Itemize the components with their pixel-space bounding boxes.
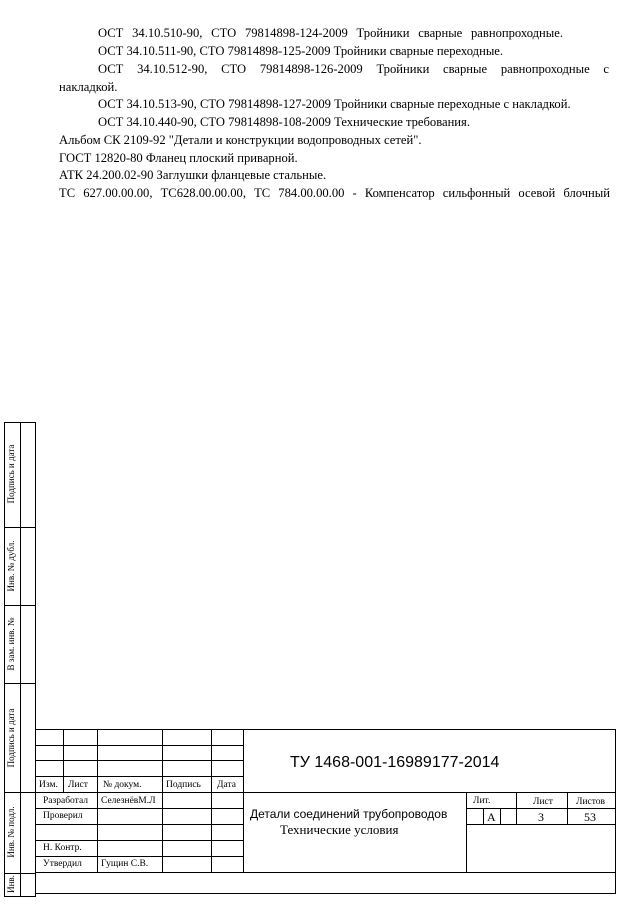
value-list: 3 xyxy=(538,810,544,824)
label-list: Лист xyxy=(533,797,553,807)
body-line-8: ГОСТ 12820-80 Фланец плоский приварной. xyxy=(59,151,298,165)
label-inv-dubl: Инв. № дубл. xyxy=(6,540,16,592)
body-line-4: накладкой. xyxy=(59,80,118,94)
header-podpis: Подпись xyxy=(166,780,201,790)
label-listov: Листов xyxy=(576,797,606,807)
header-list: Лист xyxy=(68,780,88,790)
role-razrabotal: Разработал xyxy=(43,796,88,806)
header-izm: Изм. xyxy=(39,780,58,790)
document-designation: ТУ 1468-001-16989177-2014 xyxy=(290,754,500,771)
body-line-6: ОСТ 34.10.440-90, СТО 79814898-108-2009 Технические требования. xyxy=(98,115,470,129)
document-title-line-2: Технические условия xyxy=(280,822,399,837)
document-title-line-1: Детали соединений трубопроводов xyxy=(250,807,448,821)
body-line-10: ТС 627.00.00.00, ТС628.00.00.00, ТС 784.00.00.00 - Компенсатор сильфонный осевой блочный xyxy=(59,186,610,200)
label-inv-podl: Инв. № подл. xyxy=(6,806,16,858)
body-line-1: ОСТ 34.10.510-90, СТО 79814898-124-2009 Тройники сварные равнопроходные. xyxy=(98,26,563,40)
header-data: Дата xyxy=(217,780,236,790)
role-proveril: Проверил xyxy=(43,811,83,821)
body-line-9: АТК 24.200.02-90 Заглушки фланцевые стальные. xyxy=(59,168,327,182)
body-line-5: ОСТ 34.10.513-90, СТО 79814898-127-2009 Тройники сварные переходные с накладкой. xyxy=(98,97,571,111)
body-line-7: Альбом СК 2109-92 "Детали и конструкции водопроводных сетей". xyxy=(59,133,422,147)
value-listov: 53 xyxy=(584,810,596,824)
body-line-3: ОСТ 34.10.512-90, СТО 79814898-126-2009 Тройники сварные равнопроходные с xyxy=(98,62,609,76)
label-vzam-inv: В зам. инв. № xyxy=(6,617,16,671)
label-inv: Инв. xyxy=(6,875,16,893)
value-lit: А xyxy=(487,810,496,824)
role-n-kontr: Н. Контр. xyxy=(43,843,82,853)
label-podpis-data-2: Подпись и дата xyxy=(6,708,16,768)
role-utverdil: Утвердил xyxy=(43,859,82,869)
header-doc: № докум. xyxy=(103,780,142,790)
name-razrabotal: СелезнёвМ.Л xyxy=(101,796,156,806)
label-podpis-data-1: Подпись и дата xyxy=(6,444,16,504)
name-utverdil: Гущин С.В. xyxy=(101,859,149,869)
label-lit: Лит. xyxy=(473,796,491,806)
body-line-2: ОСТ 34.10.511-90, СТО 79814898-125-2009 Тройники сварные переходные. xyxy=(98,44,504,58)
